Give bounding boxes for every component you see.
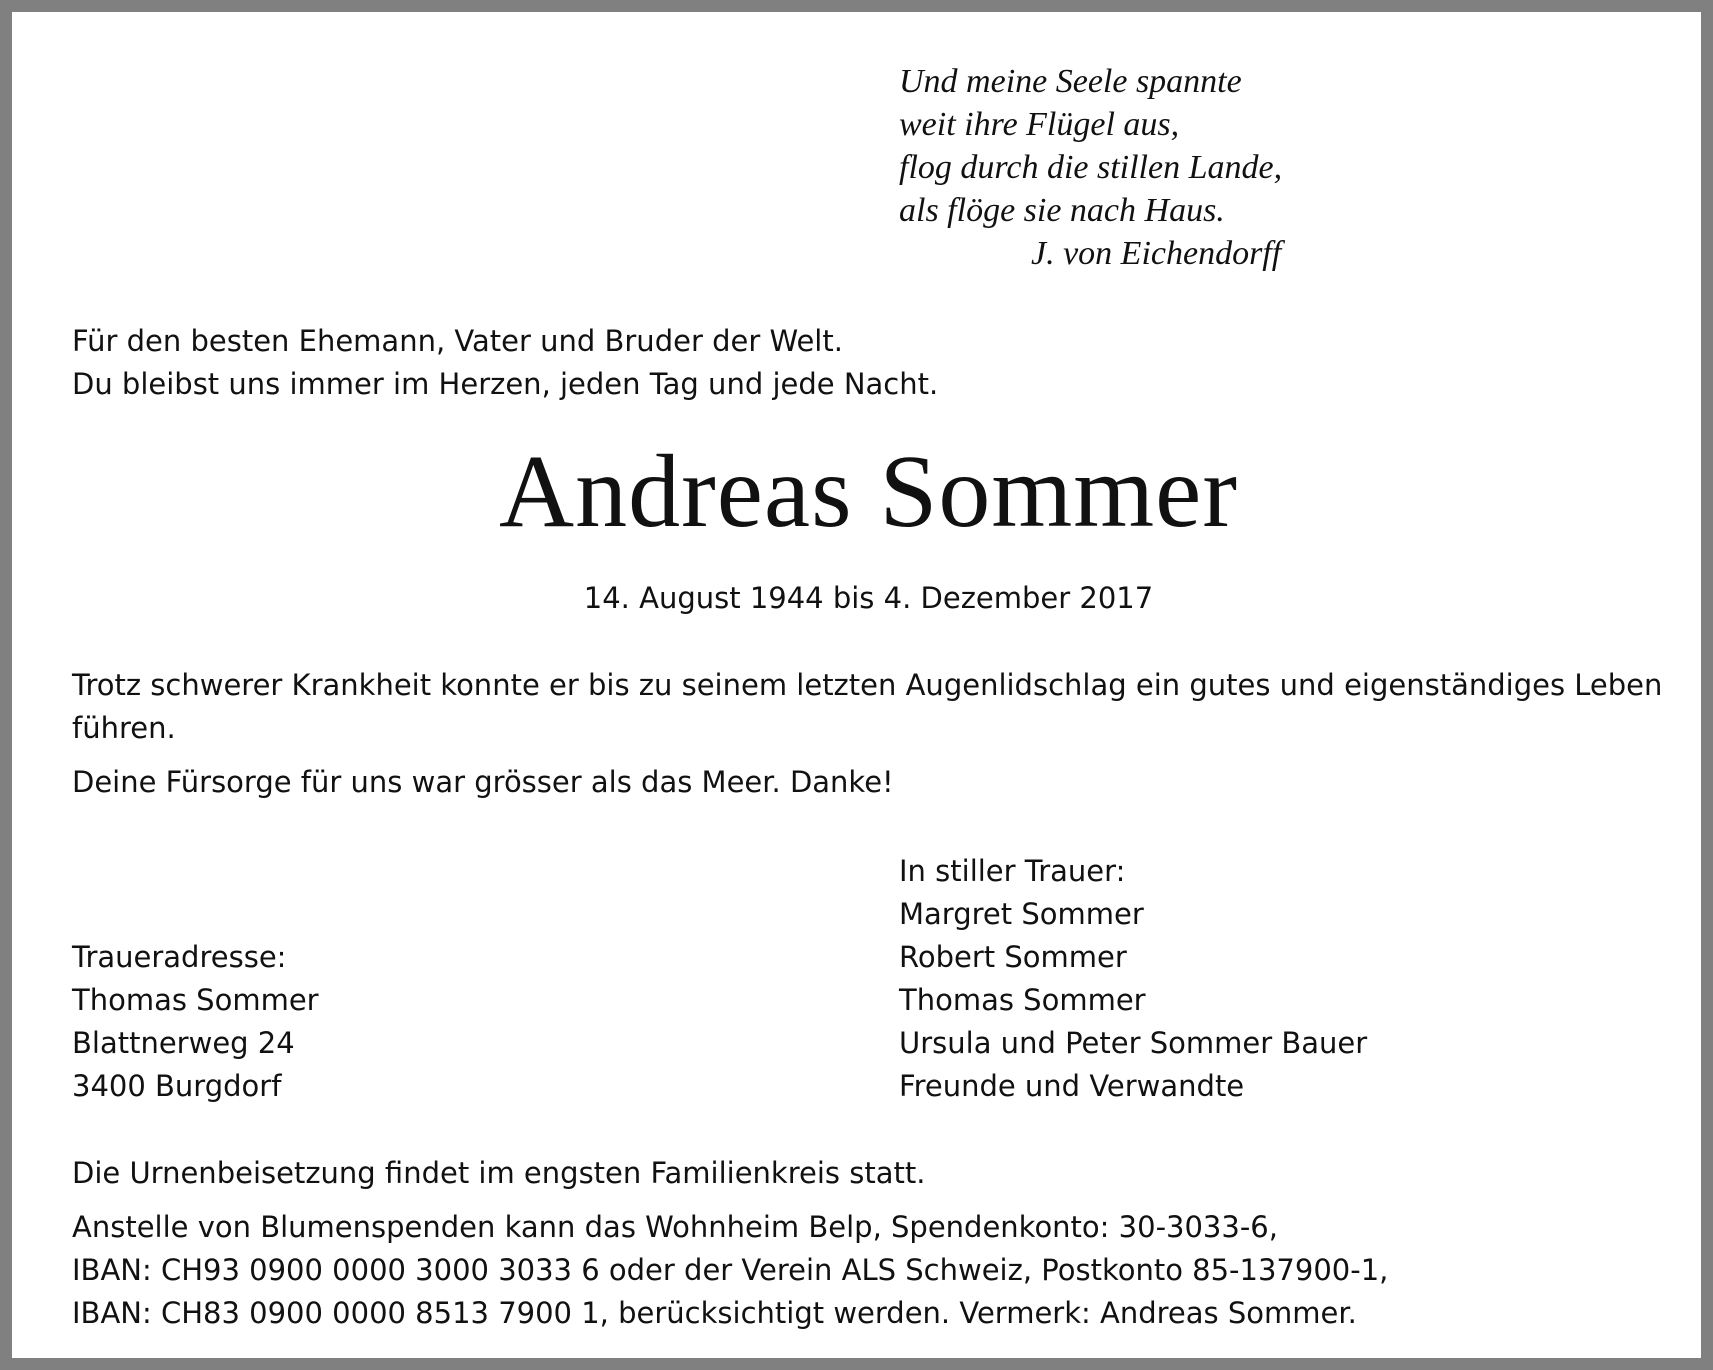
mourning-address: [72, 936, 319, 1108]
poem-line: flog durch die stillen Lande,: [899, 149, 1283, 186]
address-line: Blattnerweg 24: [72, 1026, 295, 1060]
mourners-heading: In stiller Trauer:: [899, 854, 1126, 888]
donation-note: [72, 1206, 1682, 1335]
poem-line: als flöge sie nach Haus.: [899, 192, 1225, 229]
mourner-name: Freunde und Verwandte: [899, 1069, 1245, 1103]
poem-line: Und meine Seele spannte: [899, 63, 1242, 100]
tribute-text: [72, 664, 1682, 804]
mourner-name: Margret Sommer: [899, 897, 1144, 931]
dedication-line: Für den besten Ehemann, Vater und Bruder der Welt.: [72, 324, 843, 358]
address-line: Thomas Sommer: [72, 983, 319, 1017]
poem-quote: [899, 60, 1399, 275]
tribute-paragraph: Deine Fürsorge für uns war grösser als das Meer. Danke!: [72, 765, 894, 799]
address-heading: Traueradresse:: [72, 940, 287, 974]
dedication-line: Du bleibst uns immer im Herzen, jeden Tag und jede Nacht.: [72, 367, 939, 401]
dedication: [72, 320, 938, 406]
mourner-name: Ursula und Peter Sommer Bauer: [899, 1026, 1368, 1060]
donation-line: IBAN: CH83 0900 0000 8513 7900 1, berücksichtigt werden. Vermerk: Andreas Sommer.: [72, 1296, 1357, 1330]
burial-note: Die Urnenbeisetzung findet im engsten Familienkreis statt.: [72, 1156, 926, 1190]
mourner-name: Thomas Sommer: [899, 983, 1146, 1017]
mourners-list: [899, 850, 1367, 1108]
tribute-paragraph: Trotz schwerer Krankheit konnte er bis zu seinem letzten Augenlidschlag ein gutes und eigenständiges Leben führen.: [72, 668, 1663, 745]
poem-author: J. von Eichendorff: [1031, 235, 1282, 272]
address-line: 3400 Burgdorf: [72, 1069, 282, 1103]
donation-line: IBAN: CH93 0900 0000 3000 3033 6 oder der Verein ALS Schweiz, Postkonto 85-137900-1,: [72, 1253, 1389, 1287]
deceased-name: Andreas Sommer: [499, 434, 1238, 549]
closing-notes: [72, 1152, 1682, 1335]
life-dates: 14. August 1944 bis 4. Dezember 2017: [583, 581, 1154, 615]
poem-line: weit ihre Flügel aus,: [899, 106, 1180, 143]
mourner-name: Robert Sommer: [899, 940, 1127, 974]
donation-line: Anstelle von Blumenspenden kann das Wohnheim Belp, Spendenkonto: 30-3033-6,: [72, 1210, 1278, 1244]
